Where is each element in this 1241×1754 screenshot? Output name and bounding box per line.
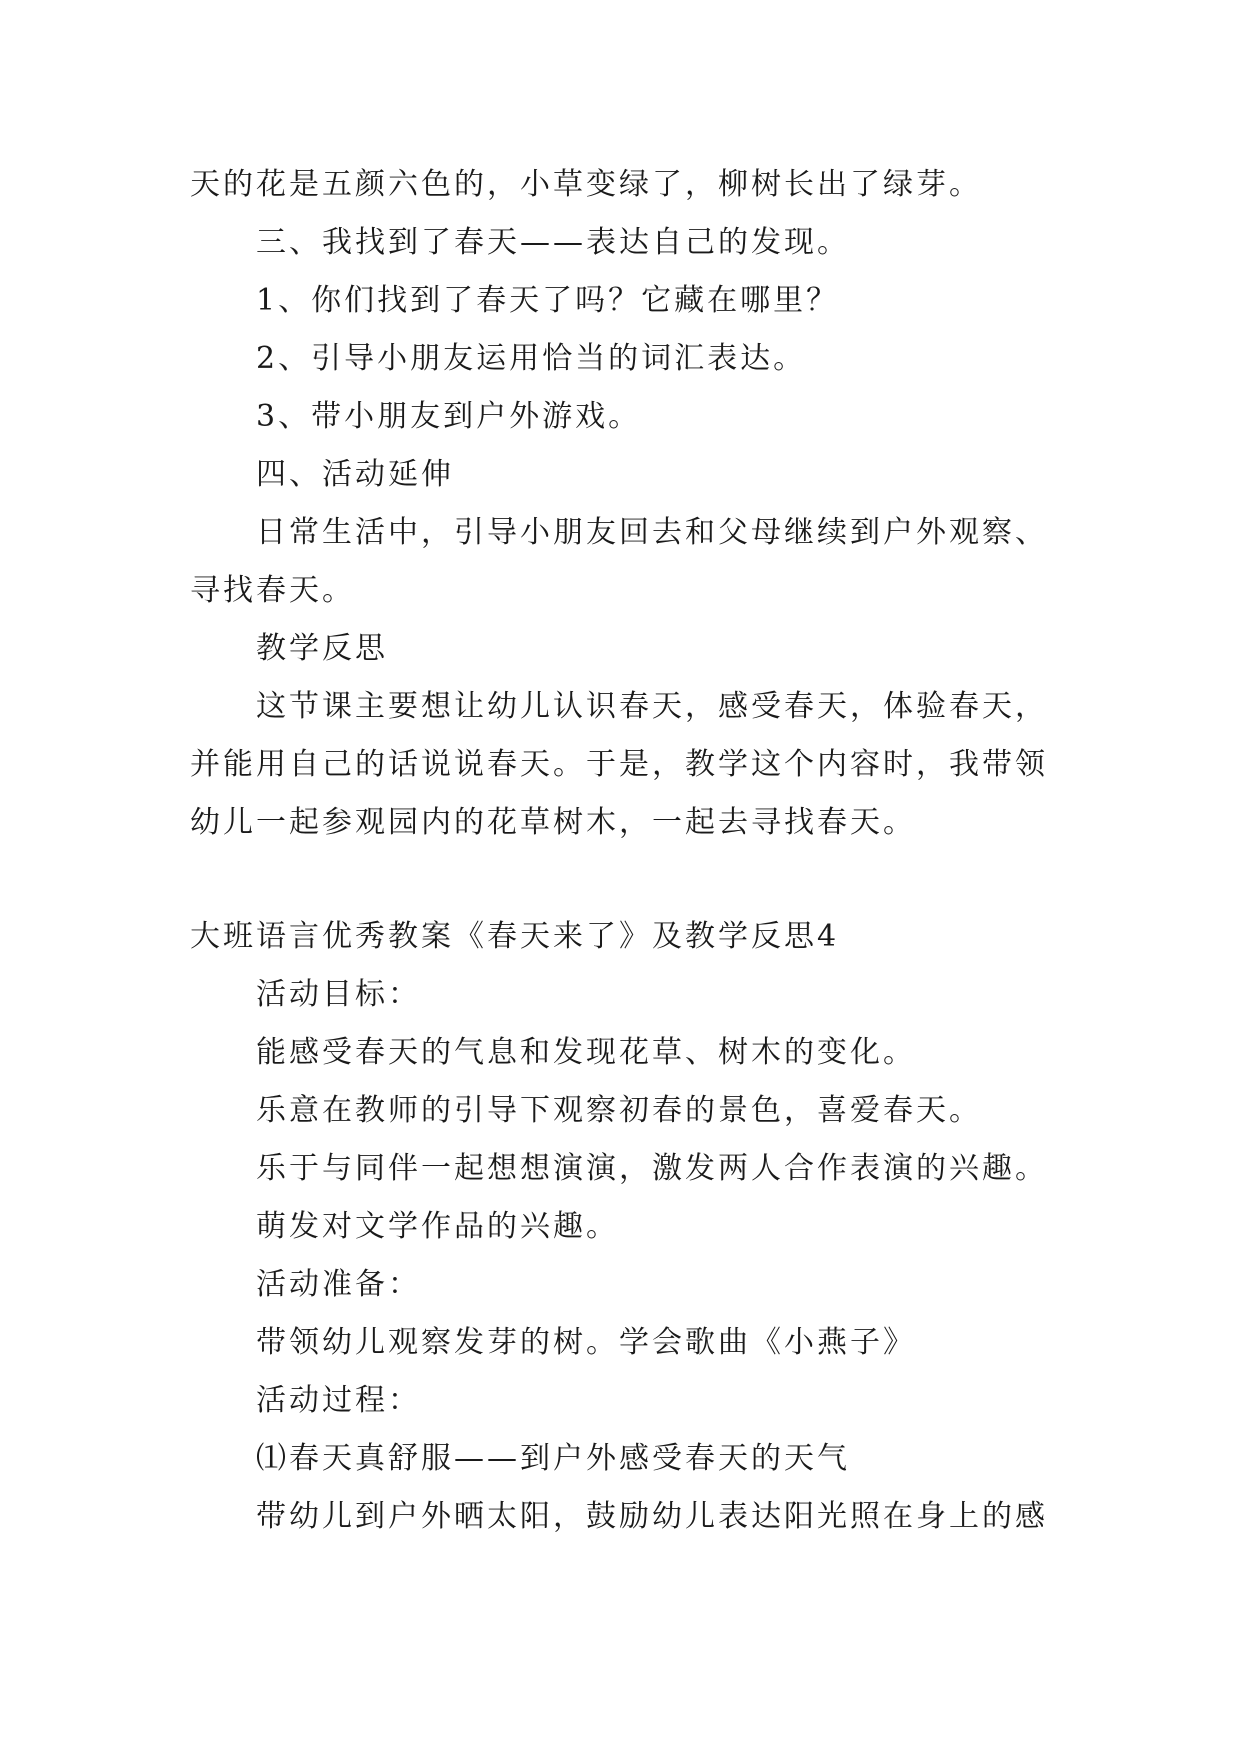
paragraph-line: 寻找春天。 xyxy=(190,573,355,608)
document-title: 大班语言优秀教案《春天来了》及教学反思4 xyxy=(190,919,840,954)
list-item: 乐于与同伴一起想想演演，激发两人合作表演的兴趣。 xyxy=(256,1151,1048,1186)
list-item: ⑴春天真舒服——到户外感受春天的天气 xyxy=(256,1441,850,1476)
section-heading: 三、我找到了春天——表达自己的发现。 xyxy=(256,225,850,260)
list-item: 3、带小朋友到户外游戏。 xyxy=(256,399,642,434)
section-heading: 四、活动延伸 xyxy=(256,457,454,492)
list-item: 1、你们找到了春天了吗？它藏在哪里？ xyxy=(256,283,840,318)
section-heading: 活动过程： xyxy=(256,1383,421,1418)
list-item: 2、引导小朋友运用恰当的词汇表达。 xyxy=(256,341,807,376)
list-item: 乐意在教师的引导下观察初春的景色，喜爱春天。 xyxy=(256,1093,982,1128)
paragraph-line: 日常生活中，引导小朋友回去和父母继续到户外观察、 xyxy=(256,515,1048,550)
paragraph-line: 幼儿一起参观园内的花草树木，一起去寻找春天。 xyxy=(190,805,916,840)
section-heading: 活动准备： xyxy=(256,1267,421,1302)
paragraph-line: 带幼儿到户外晒太阳，鼓励幼儿表达阳光照在身上的感 xyxy=(256,1499,1048,1534)
paragraph-line: 带领幼儿观察发芽的树。学会歌曲《小燕子》 xyxy=(256,1325,916,1360)
paragraph-line: 天的花是五颜六色的，小草变绿了，柳树长出了绿芽。 xyxy=(190,167,982,202)
paragraph-line: 这节课主要想让幼儿认识春天，感受春天，体验春天， xyxy=(256,689,1048,724)
section-heading: 教学反思 xyxy=(256,631,388,666)
section-heading: 活动目标： xyxy=(256,977,421,1012)
list-item: 萌发对文学作品的兴趣。 xyxy=(256,1209,619,1244)
list-item: 能感受春天的气息和发现花草、树木的变化。 xyxy=(256,1035,916,1070)
paragraph-line: 并能用自己的话说说春天。于是，教学这个内容时，我带领 xyxy=(190,747,1048,782)
